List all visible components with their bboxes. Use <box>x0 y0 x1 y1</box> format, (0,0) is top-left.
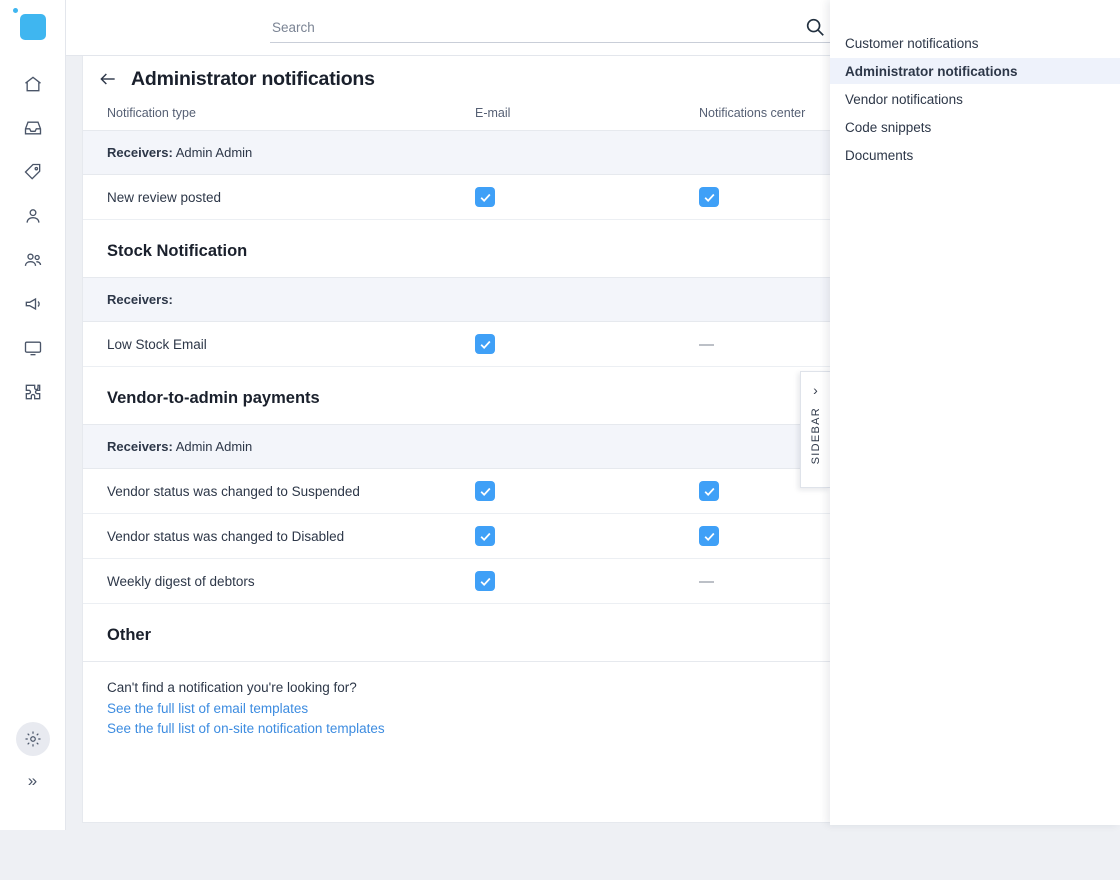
receivers-label: Receivers: <box>107 439 173 454</box>
row-label: Vendor status was changed to Suspended <box>83 469 475 514</box>
email-toggle-cell[interactable] <box>475 514 699 559</box>
monitor-icon[interactable] <box>16 334 50 362</box>
search-input[interactable] <box>270 15 780 41</box>
receivers-value: Admin Admin <box>175 439 253 454</box>
dash-icon: — <box>699 572 714 590</box>
menu-item-documents[interactable]: Documents <box>845 147 914 163</box>
receivers-label: Receivers: <box>107 145 173 160</box>
email-toggle-cell[interactable] <box>475 469 699 514</box>
logo-dot-icon <box>13 8 18 13</box>
row-label: Vendor status was changed to Disabled <box>83 514 475 559</box>
user-icon[interactable] <box>16 202 50 230</box>
megaphone-icon[interactable] <box>16 290 50 318</box>
page-title: Administrator notifications <box>131 67 375 90</box>
search-bar[interactable] <box>270 13 830 43</box>
email-toggle-cell[interactable] <box>475 559 699 604</box>
receivers-label: Receivers: <box>107 292 173 307</box>
rail-bottom-group <box>16 722 50 830</box>
email-toggle-cell[interactable] <box>475 175 699 220</box>
receivers-value: Admin Admin <box>175 145 253 160</box>
search-icon[interactable] <box>804 16 826 43</box>
menu-item-code-snippets[interactable]: Code snippets <box>845 119 932 135</box>
rail-icon-list <box>16 70 50 406</box>
section-title: Stock Notification <box>107 242 248 260</box>
puzzle-icon[interactable] <box>16 378 50 406</box>
header-notifications-center: Notifications center <box>699 102 929 131</box>
checkbox-checked-icon[interactable] <box>475 571 495 591</box>
checkbox-checked-icon[interactable] <box>699 481 719 501</box>
checkbox-checked-icon[interactable] <box>475 481 495 501</box>
menu-item-administrator-notifications[interactable]: Administrator notifications <box>830 58 1120 84</box>
app-logo-icon[interactable] <box>20 14 46 40</box>
menu-item-vendor-notifications[interactable]: Vendor notifications <box>845 91 963 107</box>
row-label: Weekly digest of debtors <box>83 559 475 604</box>
inbox-icon[interactable] <box>16 114 50 142</box>
dash-icon: — <box>699 335 714 353</box>
help-question: Can't find a notification you're looking for? <box>107 680 357 695</box>
checkbox-checked-icon[interactable] <box>475 334 495 354</box>
section-title: Other <box>107 626 152 644</box>
sidebar-handle-label: SIDEBAR <box>809 407 822 465</box>
onsite-templates-link[interactable]: See the full list of on-site notification templates <box>107 721 385 736</box>
users-icon[interactable] <box>16 246 50 274</box>
sidebar-toggle-handle[interactable] <box>800 371 830 488</box>
navigation-dropdown-menu <box>830 0 1120 825</box>
home-icon[interactable] <box>16 70 50 98</box>
email-templates-link[interactable]: See the full list of email templates <box>107 701 309 716</box>
expand-chevrons-icon[interactable]: » <box>27 771 38 790</box>
checkbox-checked-icon[interactable] <box>699 187 719 207</box>
checkbox-checked-icon[interactable] <box>475 526 495 546</box>
back-arrow-icon[interactable] <box>91 62 125 96</box>
email-toggle-cell[interactable] <box>475 322 699 367</box>
menu-item-customer-notifications[interactable]: Customer notifications <box>845 35 979 51</box>
row-label: New review posted <box>83 175 475 220</box>
left-nav-rail <box>0 0 66 830</box>
checkbox-checked-icon[interactable] <box>699 526 719 546</box>
section-title: Vendor-to-admin payments <box>107 389 320 407</box>
gear-icon[interactable] <box>16 722 50 756</box>
row-label: Low Stock Email <box>83 322 475 367</box>
header-email: E-mail <box>475 102 699 131</box>
tag-icon[interactable] <box>16 158 50 186</box>
checkbox-checked-icon[interactable] <box>475 187 495 207</box>
chevron-right-icon: › <box>813 382 818 398</box>
menu-list <box>830 0 1120 168</box>
header-notification-type: Notification type <box>83 102 475 131</box>
